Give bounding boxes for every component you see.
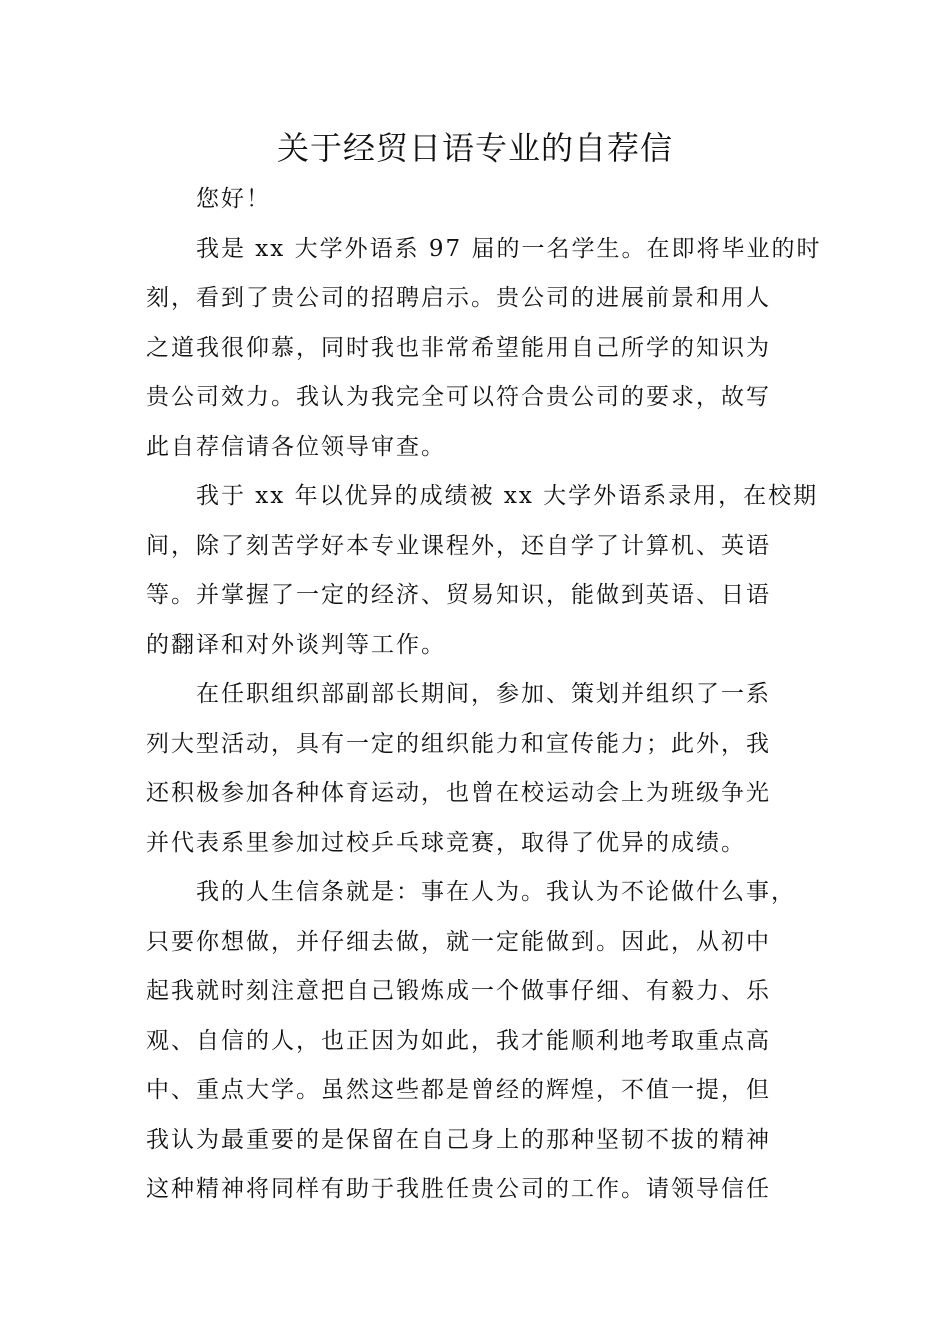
paragraph-2-line-2: 间，除了刻苦学好本专业课程外，还自学了计算机、英语 (146, 532, 771, 559)
paragraph-1-line-2: 刻，看到了贵公司的招聘启示。贵公司的进展前景和用人 (146, 285, 771, 311)
paragraph-2-line-4: 的翻译和对外谈判等工作。 (146, 631, 446, 658)
paragraph-3-line-4: 并代表系里参加过校乒乓球竞赛，取得了优异的成绩。 (146, 829, 746, 856)
paragraph-3-line-1: 在任职组织部副部长期间，参加、策划并组织了一系 (196, 681, 771, 707)
paragraph-4-line-2: 只要你想做，并仔细去做，就一定能做到。因此，从初中 (146, 928, 771, 955)
paragraph-4-line-4: 观、自信的人，也正因为如此，我才能顺利地考取重点高 (146, 1027, 771, 1054)
paragraph-1-line-3: 之道我很仰慕，同时我也非常希望能用自己所学的知识为 (146, 334, 771, 361)
paragraph-1-line-5: 此自荐信请各位领导审查。 (146, 433, 446, 460)
paragraph-2-line-1: 我于 xx 年以优异的成绩被 xx 大学外语系录用，在校期 (196, 483, 819, 509)
paragraph-4-line-5: 中、重点大学。虽然这些都是曾经的辉煌，不值一提，但 (146, 1077, 771, 1103)
letter-body (146, 175, 822, 1215)
document-title: 关于经贸日语专业的自荐信 (276, 129, 673, 167)
paragraph-1-line-4: 贵公司效力。我认为我完全可以符合贵公司的要求，故写 (146, 384, 771, 410)
paragraph-4-line-3: 起我就时刻注意把自己锻炼成一个做事仔细、有毅力、乐 (146, 978, 771, 1004)
paragraph-3-line-3: 还积极参加各种体育运动，也曾在校运动会上为班级争光 (146, 780, 771, 806)
paragraph-2-line-3: 等。并掌握了一定的经济、贸易知识，能做到英语、日语 (146, 582, 771, 608)
paragraph-1-line-1: 我是 xx 大学外语系 97 届的一名学生。在即将毕业的时 (196, 235, 822, 262)
paragraph-3-line-2: 列大型活动，具有一定的组织能力和宣传能力；此外，我 (146, 730, 771, 757)
salutation: 您好！ (196, 186, 271, 212)
paragraph-4-line-1: 我的人生信条就是：事在人为。我认为不论做什么事， (196, 879, 796, 905)
paragraph-4-line-6: 我认为最重要的是保留在自己身上的那种坚韧不拔的精神 (146, 1126, 771, 1153)
paragraph-4-line-7: 这种精神将同样有助于我胜任贵公司的工作。请领导信任 (146, 1176, 771, 1202)
